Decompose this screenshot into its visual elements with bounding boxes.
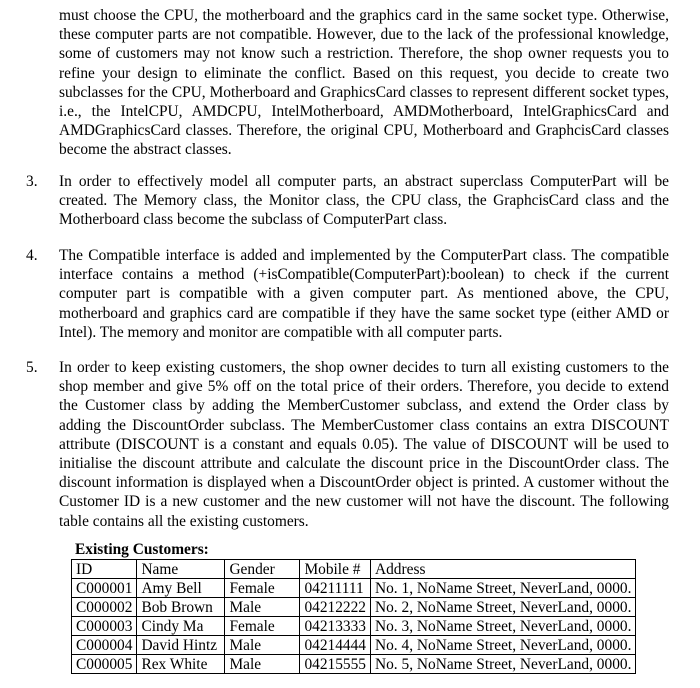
table-row: [72, 579, 636, 598]
column-header-id: ID: [72, 560, 137, 579]
cell-id: C000002: [72, 598, 137, 617]
item-number: 4.: [26, 247, 38, 264]
table-row: [72, 617, 636, 636]
cell-gender: Female: [225, 579, 300, 598]
cell-address: No. 1, NoName Street, NeverLand, 0000.: [371, 579, 636, 598]
table-row: [72, 636, 636, 655]
item-5-text: In order to keep existing customers, the shop owner decides to turn all existing customers to the shop member and give 5% off on the total price of their orders. Therefore, you decide to extend the Customer class by adding the MemberCustomer subclass, and extend the Order class by adding the DiscountOrder subclass. The MemberCustomer class contains an extra DISCOUNT attribute (DISCOUNT is a constant and equals 0.05). The value of DISCOUNT will be used to initialise the discount attribute and calculate the discount price in the DiscountOrder class. The discount information is displayed when a DiscountOrder object is printed. A customer without the Customer ID is a new customer and the new customer will not have the discount. The following table contains all the existing customers.: [59, 359, 669, 530]
cell-address: No. 4, NoName Street, NeverLand, 0000.: [371, 636, 636, 655]
cell-id: C000001: [72, 579, 137, 598]
cell-id: C000003: [72, 617, 137, 636]
cell-gender: Male: [225, 598, 300, 617]
table-header-row: [72, 560, 636, 579]
cell-id: C000005: [72, 655, 137, 674]
table-row: [72, 598, 636, 617]
cell-mobile: 04212222: [300, 598, 371, 617]
table-caption: Existing Customers:: [75, 541, 209, 558]
cell-name: Amy Bell: [137, 579, 225, 598]
item-3-text: In order to effectively model all computer parts, an abstract superclass ComputerPart will be created. The Memory class, the Monitor class, the CPU class, the GraphcisCard class and the Motherboard class become the subclass of ComputerPart class.: [59, 173, 669, 229]
continued-paragraph: must choose the CPU, the motherboard and the graphics card in the same socket type. Otherwise, these computer parts are not compatible. However, due to the lack of the professional knowledge, some of customers may not know such a restriction. Therefore, the shop owner requests you to refine your design to eliminate the conflict. Based on this request, you decide to create two subclasses for the CPU, Motherboard and GraphicsCard classes to represent different socket types, i.e., the IntelCPU, AMDCPU, IntelMotherboard, AMDMotherboard, IntelGraphicsCard and AMDGraphicsCard classes. Therefore, the original CPU, Motherboard and GraphcisCard classes become the abstract classes.: [59, 7, 669, 159]
column-header-name: Name: [137, 560, 225, 579]
cell-gender: Female: [225, 617, 300, 636]
customers-table: [71, 559, 636, 674]
cell-id: C000004: [72, 636, 137, 655]
cell-name: Bob Brown: [137, 598, 225, 617]
column-header-gender: Gender: [225, 560, 300, 579]
cell-name: Cindy Ma: [137, 617, 225, 636]
cell-gender: Male: [225, 655, 300, 674]
item-number: 5.: [26, 359, 38, 376]
cell-name: Rex White: [137, 655, 225, 674]
cell-name: David Hintz: [137, 636, 225, 655]
column-header-address: Address: [371, 560, 636, 579]
item-4-text: The Compatible interface is added and implemented by the ComputerPart class. The compatible interface contains a method (+isCompatible(ComputerPart):boolean) to check if the current computer part is compatible with a given computer part. As mentioned above, the CPU, motherboard and graphics card are compatible if they have the same socket type (either AMD or Intel). The memory and monitor are compatible with all computer parts.: [59, 247, 669, 341]
cell-mobile: 04214444: [300, 636, 371, 655]
cell-mobile: 04215555: [300, 655, 371, 674]
cell-mobile: 04211111: [300, 579, 371, 598]
cell-address: No. 2, NoName Street, NeverLand, 0000.: [371, 598, 636, 617]
cell-gender: Male: [225, 636, 300, 655]
cell-address: No. 5, NoName Street, NeverLand, 0000.: [371, 655, 636, 674]
table-row: [72, 655, 636, 674]
cell-address: No. 3, NoName Street, NeverLand, 0000.: [371, 617, 636, 636]
column-header-mobile: Mobile #: [300, 560, 371, 579]
item-number: 3.: [26, 173, 38, 190]
cell-mobile: 04213333: [300, 617, 371, 636]
